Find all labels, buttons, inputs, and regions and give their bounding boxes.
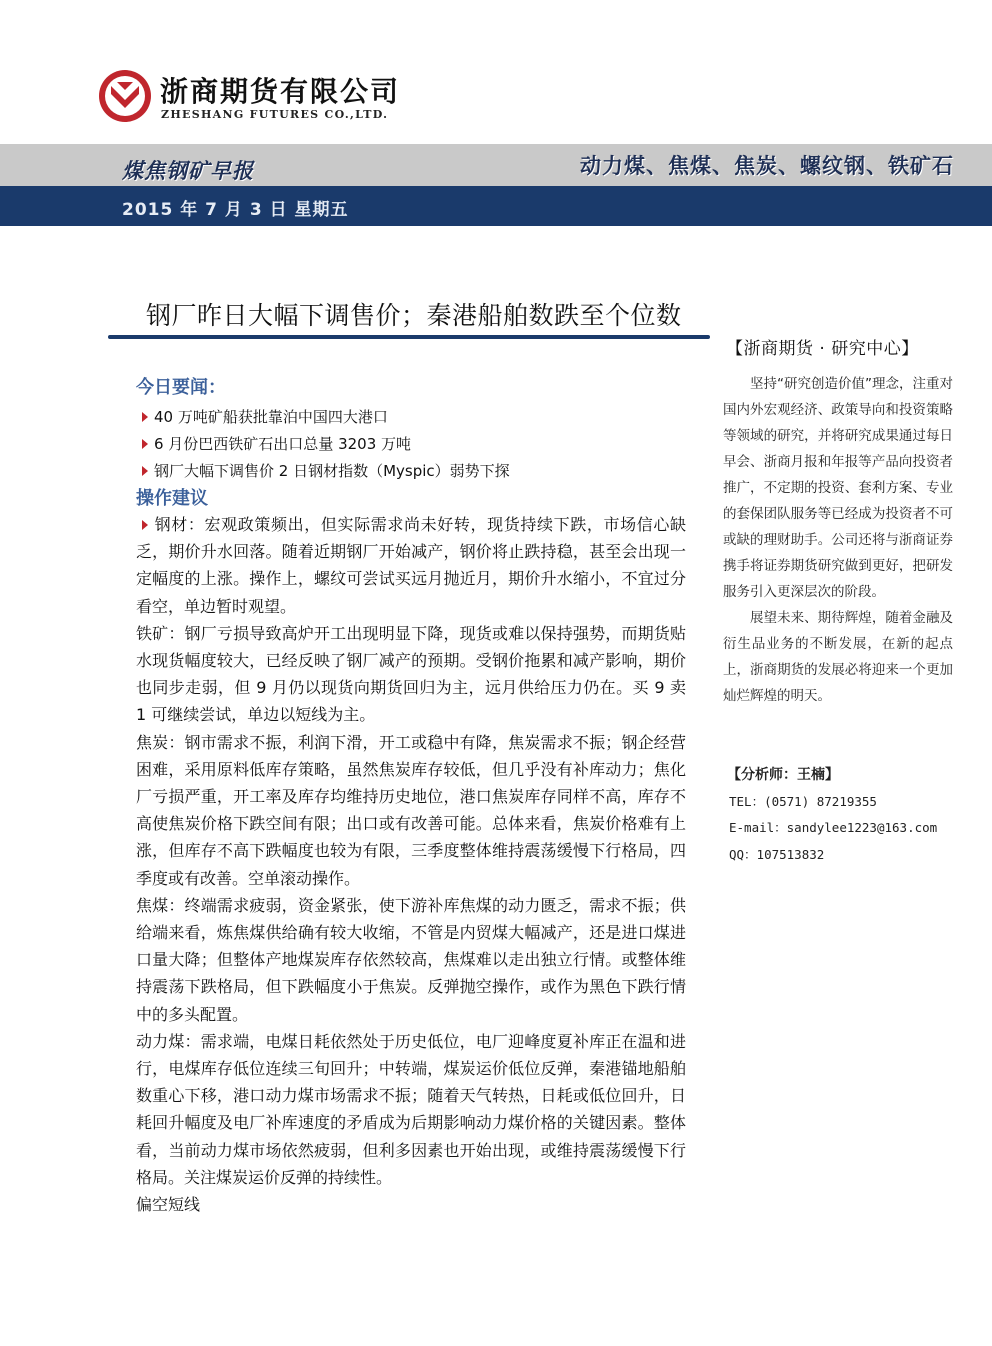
news-item-text: 40 万吨矿船获批靠泊中国四大港口 — [154, 408, 388, 426]
title-underline — [108, 335, 710, 339]
analyst-qq: QQ：107513832 — [729, 847, 825, 862]
operations-heading: 操作建议 — [136, 488, 208, 509]
analyst-name: 【分析师：王楠】 — [727, 767, 839, 783]
report-date: 2015 年 7 月 3 日 星期五 — [122, 200, 349, 220]
main-content — [136, 376, 686, 1218]
news-item-text: 6 月份巴西铁矿石出口总量 3203 万吨 — [154, 435, 412, 453]
sidebar — [723, 371, 953, 709]
analyst-tel: TEL：(0571) 87219355 — [729, 794, 877, 809]
coke-paragraph: 焦炭：钢市需求不振，利润下滑，开工或稳中有降，焦炭需求不振；钢企经营困难，采用原料低库存策略，虽然焦炭库存较低，但几乎没有补库动力；焦化厂亏损严重，开工率及库存均维持历史地位，港口焦炭库存同样不高，库存不高使焦炭价格下跌空间有限；出口或有改善可能。总体来看，焦炭价格难有上涨，但库存不高下跌幅度也较为有限，三季度整体维持震荡缓慢下行格局，四季度或有改善。空单滚动操作。 — [136, 732, 686, 888]
report-name: 煤焦钢矿早报 — [122, 159, 254, 183]
news-item-text: 钢厂大幅下调售价 2 日钢材指数（Myspic）弱势下探 — [154, 462, 510, 480]
sidebar-paragraph: 展望未来、期待辉煌，随着金融及衍生品业务的不断发展，在新的起点上，浙商期货的发展必将迎来一个更加灿烂辉煌的明天。 — [723, 610, 953, 704]
analyst-email[interactable]: E-mail：sandylee1223@163.com — [729, 820, 938, 835]
news-heading: 今日要闻： — [136, 377, 226, 398]
bullet-arrow-icon — [142, 466, 148, 476]
steel-paragraph — [136, 511, 686, 620]
thermal-coal-paragraph: 动力煤：需求端，电煤日耗依然处于历史低位，电厂迎峰度夏补库正在温和进行，电煤库存低位连续三旬回升；中转端，煤炭运价低位反弹，秦港锚地船舶数重心下移，港口动力煤市场需求不振；随着天气转热，日耗或低位回升，日耗回升幅度及电厂补库速度的矛盾成为后期影响动力煤价格的关键因素。整体看，当前动力煤市场依然疲弱，但利多因素也开始出现，或维持震荡缓慢下行格局。关注煤炭运价反弹的持续性。 — [136, 1031, 686, 1187]
news-list — [136, 404, 686, 485]
thermal-coal-conclusion: 偏空短线 — [136, 1195, 201, 1215]
steel-text: 钢材：宏观政策频出，但实际需求尚未好转，现货持续下跌，市场信心缺乏，期价升水回落。随着近期钢厂开始减产，钢价将止跌持稳，甚至会出现一定幅度的上涨。操作上，螺纹可尝试买远月抛近月，期价升水缩小，不宜过分看空，单边暂时观望。 — [136, 515, 686, 616]
news-item — [136, 431, 686, 458]
sidebar-header: 【浙商期货 · 研究中心】 — [726, 339, 919, 359]
commodities-list: 动力煤、焦煤、焦炭、螺纹钢、铁矿石 — [580, 154, 954, 178]
company-logo-icon — [97, 68, 153, 124]
bullet-arrow-icon — [142, 412, 148, 422]
page-title: 钢厂昨日大幅下调售价；秦港船舶数跌至个位数 — [146, 301, 682, 330]
news-item — [136, 404, 686, 431]
sidebar-paragraph: 坚持“研究创造价值”理念，注重对国内外宏观经济、政策导向和投资策略等领域的研究，并将研究成果通过每日早会、浙商月报和年报等产品向投资者推广，不定期的投资、套利方案、专业的套保团队服务等已经成为投资者不可或缺的理财助手。公司还将与浙商证券携手将证券期货研究做到更好，把研发服务引入更深层次的阶段。 — [723, 376, 953, 600]
bullet-arrow-icon — [142, 439, 148, 449]
bullet-arrow-icon — [142, 520, 148, 530]
iron-ore-paragraph: 铁矿：钢厂亏损导致高炉开工出现明显下降，现货或难以保持强势，而期货贴水现货幅度较大，已经反映了钢厂减产的预期。受钢价拖累和减产影响，期价也同步走弱，但 9 月仍以现货向期货回归为主，远月供给压力仍在。买 9 卖 1 可继续尝试，单边以短线为主。 — [136, 623, 686, 725]
company-name-en: ZHESHANG FUTURES CO.,LTD. — [161, 108, 389, 121]
company-name-cn: 浙商期货有限公司 — [160, 75, 401, 108]
news-item — [136, 458, 686, 485]
coking-coal-paragraph: 焦煤：终端需求疲弱，资金紧张，使下游补库焦煤的动力匮乏，需求不振；供给端来看，炼焦煤供给确有较大收缩，不管是内贸煤大幅减产，还是进口煤进口量大降；但整体产地煤炭库存依然较高，焦煤难以走出独立行情。或整体维持震荡下跌格局，但下跌幅度小于焦炭。反弹抛空操作，或作为黑色下跌行情中的多头配置。 — [136, 895, 686, 1024]
